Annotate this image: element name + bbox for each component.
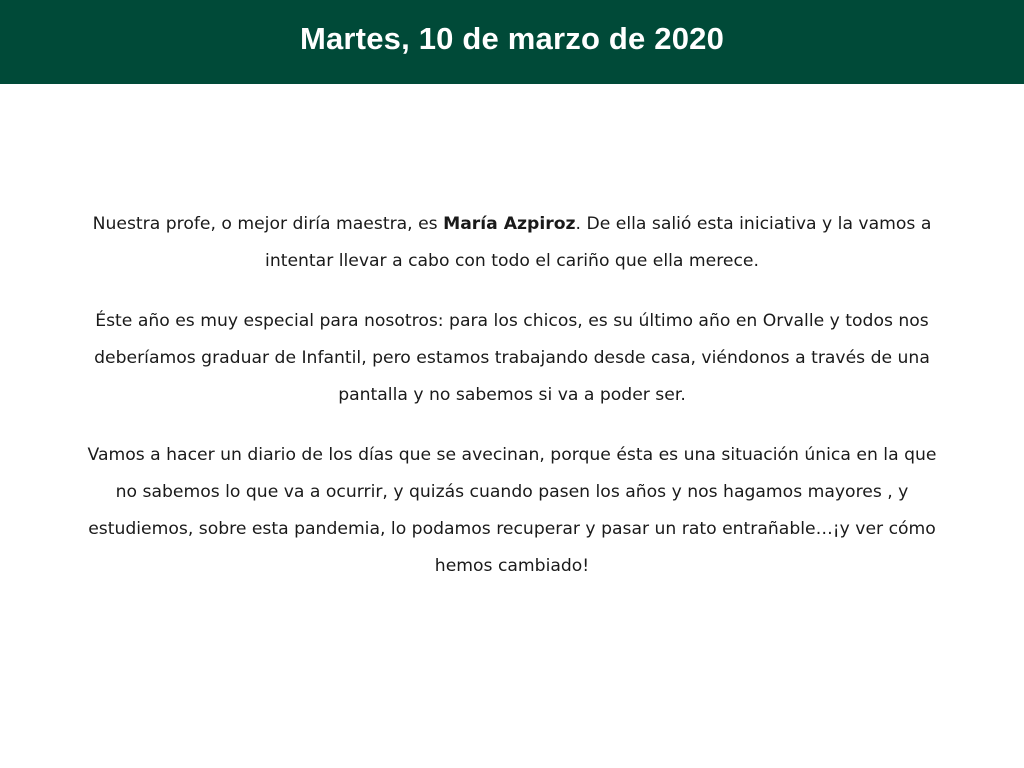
paragraph-intro-start: Nuestra profe, o mejor diría maestra, es — [92, 214, 444, 234]
teacher-name: María Azpiroz — [443, 214, 576, 234]
page-title: Martes, 10 de marzo de 2020 — [299, 21, 725, 56]
paragraph-diary: Vamos a hacer un diario de los días que se avecinan, porque ésta es una situación única en la que no sabemos lo que va a ocurrir, y quizás cuando pasen los años y nos hagamos mayores , y estudiemos, sobre esta pandemia, lo podamos recuperar y pasar un rato entrañable…¡y ver cómo hemos cambiado! — [87, 445, 937, 576]
paragraph-context: Éste año es muy especial para nosotros: para los chicos, es su último año en Orvalle y todos nos deberíamos graduar de Infantil, pero estamos trabajando desde casa, viéndonos a través de una pantalla y no sabemos si va a poder ser. — [94, 311, 930, 405]
body-text — [80, 206, 944, 608]
header-bar — [0, 0, 1024, 84]
paragraph-intro-end: . De ella salió esta iniciativa y la vamos a intentar llevar a cabo con todo el cariño que ella merece. — [265, 214, 932, 271]
paragraph-intro — [80, 206, 944, 280]
